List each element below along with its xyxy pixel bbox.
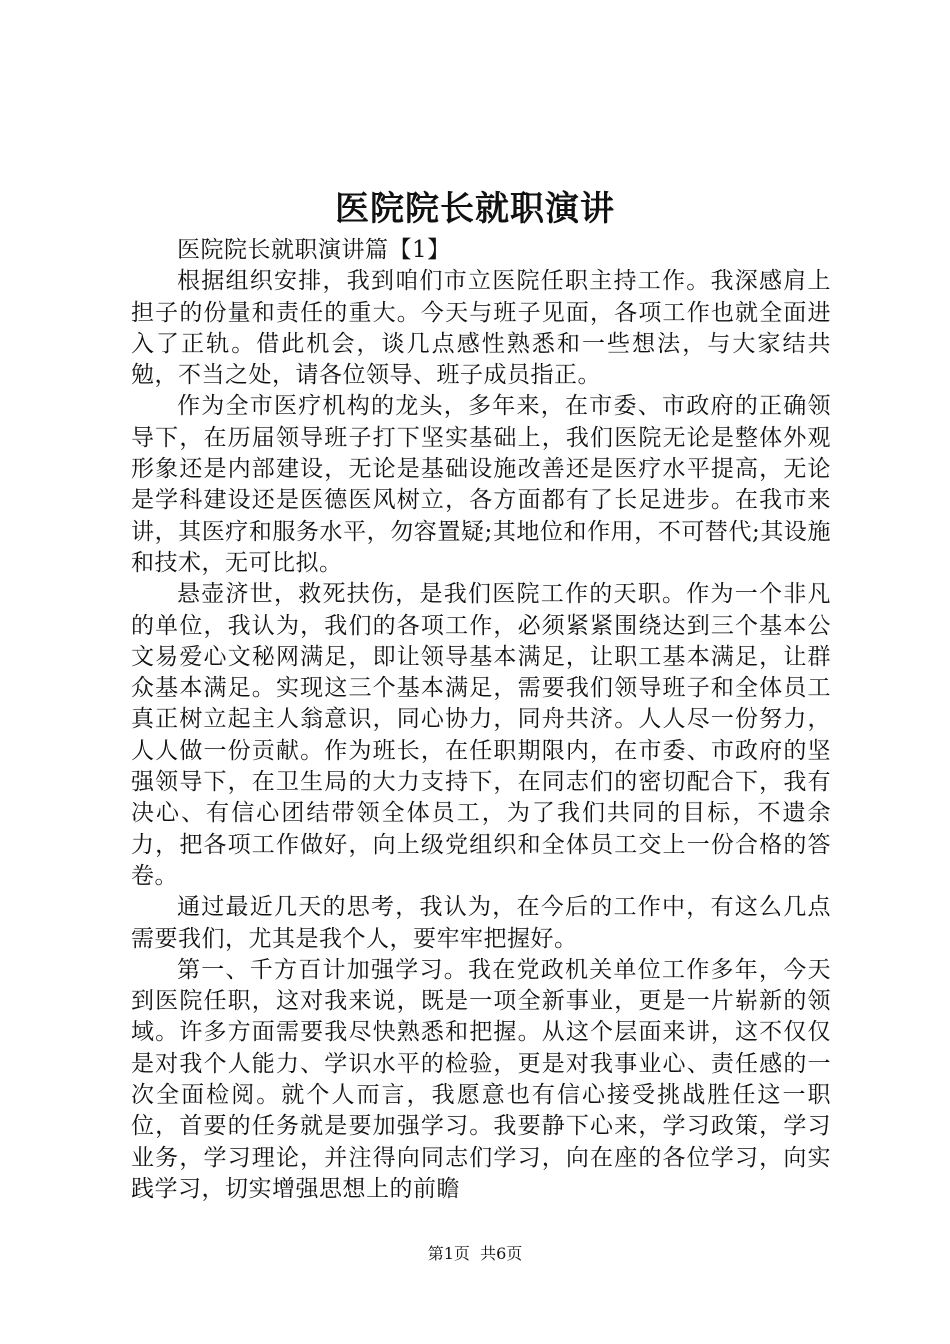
page-number: 第1页: [427, 1244, 470, 1263]
paragraph-3: 悬壶济世，救死扶伤，是我们医院工作的天职。作为一个非凡的单位，我认为，我们的各项工作，必须紧紧围绕达到三个基本公文易爱心文秘网满足，即让领导基本满足，让职工基本满足，让群众基本满足。实现这三个基本满足，需要我们领导班子和全体员工真正树立起主人翁意识，同心协力，同舟共济。人人尽一份努力，人人做一份贡献。作为班长，在任职期限内，在市委、市政府的坚强领导下，在卫生局的大力支持下，在同志们的密切配合下，我有决心、有信心团结带领全体员工，为了我们共同的目标，不遗余力，把各项工作做好，向上级党组织和全体员工交上一份合格的答卷。: [131, 581, 831, 889]
document-body: [131, 235, 831, 1205]
paragraph-4: 通过最近几天的思考，我认为，在今后的工作中，有这么几点需要我们，尤其是我个人，要牢牢把握好。: [131, 894, 831, 952]
document-title: 医院院长就职演讲: [335, 189, 615, 229]
paragraph-2: 作为全市医疗机构的龙头，多年来，在市委、市政府的正确领导下，在历届领导班子打下坚实基础上，我们医院无论是整体外观形象还是内部建设，无论是基础设施改善还是医疗水平提高，无论是学科建设还是医德医风树立，各方面都有了长足进步。在我市来讲，其医疗和服务水平，勿容置疑;其地位和作用，不可替代;其设施和技术，无可比拟。: [131, 393, 831, 576]
section-heading: 医院院长就职演讲篇【1】: [177, 237, 451, 263]
paragraph-5: 第一、千方百计加强学习。我在党政机关单位工作多年，今天到医院任职，这对我来说，既是一项全新事业，更是一片崭新的领域。许多方面需要我尽快熟悉和把握。从这个层面来讲，这不仅仅是对我个人能力、学识水平的检验，更是对我事业心、责任感的一次全面检阅。就个人而言，我愿意也有信心接受挑战胜任这一职位，首要的任务就是要加强学习。我要静下心来，学习政策，学习业务，学习理论，并注得向同志们学习，向在座的各位学习，向实践学习，切实增强思想上的前瞻: [131, 956, 831, 1202]
page-total: 共6页: [480, 1244, 523, 1263]
page-footer: [0, 1243, 950, 1265]
paragraph-1: 根据组织安排，我到咱们市立医院任职主持工作。我深感肩上担子的份量和责任的重大。今天与班子见面，各项工作也就全面进入了正轨。借此机会，谈几点感性熟悉和一些想法，与大家结共勉，不当之处，请各位领导、班子成员指正。: [131, 268, 831, 389]
